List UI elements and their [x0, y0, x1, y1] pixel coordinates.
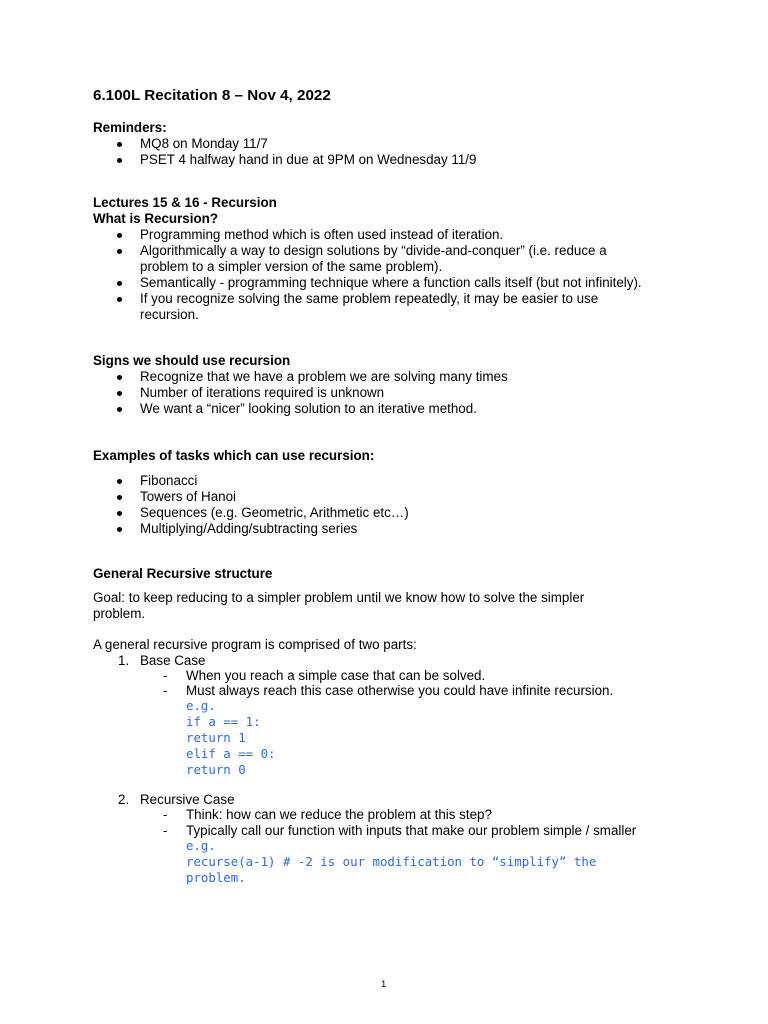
bullet	[117, 375, 122, 380]
base-case-label: Base Case	[140, 653, 206, 668]
page-number: 1	[381, 979, 387, 990]
example-item: Fibonacci	[140, 473, 198, 488]
bullet	[117, 479, 122, 484]
list-number: 2.	[118, 792, 130, 807]
examples-heading: Examples of tasks which can use recursion:	[93, 448, 375, 463]
bullet	[117, 297, 122, 302]
recursion-point: Programming method which is often used instead of iteration.	[140, 227, 504, 242]
dash-marker: -	[163, 683, 168, 698]
example-item: Sequences (e.g. Geometric, Arithmetic etc…)	[140, 505, 409, 520]
recursive-case-point: Typically call our function with inputs that make our problem simple / smaller	[186, 823, 637, 838]
reminder-item: PSET 4 halfway hand in due at 9PM on Wednesday 11/9	[140, 152, 477, 167]
code-line: return 0	[186, 762, 246, 777]
recursive-case-point: Think: how can we reduce the problem at this step?	[186, 807, 492, 822]
code-line: e.g.	[186, 838, 216, 853]
bullet	[117, 249, 122, 254]
example-item: Multiplying/Adding/subtracting series	[140, 521, 358, 536]
sign-item: Number of iterations required is unknown	[140, 385, 385, 400]
code-line: e.g.	[186, 698, 216, 713]
bullet	[117, 495, 122, 500]
bullet	[117, 158, 122, 163]
list-number: 1.	[118, 653, 130, 668]
dash-marker: -	[163, 807, 168, 822]
recursion-point-continued: recursion.	[140, 307, 199, 322]
signs-heading: Signs we should use recursion	[93, 353, 291, 368]
bullet	[117, 527, 122, 532]
recursion-point: If you recognize solving the same problem repeatedly, it may be easier to use	[140, 291, 599, 306]
bullet	[117, 391, 122, 396]
code-line: elif a == 0:	[186, 746, 276, 761]
code-line: if a == 1:	[186, 714, 261, 729]
base-case-point: When you reach a simple case that can be solved.	[186, 668, 486, 683]
bullet	[117, 233, 122, 238]
reminders-heading: Reminders:	[93, 120, 167, 135]
lectures-heading: Lectures 15 & 16 - Recursion	[93, 195, 277, 210]
goal-text: Goal: to keep reducing to a simpler problem until we know how to solve the simpler	[93, 590, 585, 605]
code-line: problem.	[186, 870, 246, 885]
page-title: 6.100L Recitation 8 – Nov 4, 2022	[93, 87, 331, 104]
dash-marker: -	[163, 823, 168, 838]
sign-item: Recognize that we have a problem we are solving many times	[140, 369, 508, 384]
sign-item: We want a “nicer” looking solution to an iterative method.	[140, 401, 477, 416]
what-is-recursion-heading: What is Recursion?	[93, 211, 218, 226]
bullet	[117, 511, 122, 516]
reminder-item: MQ8 on Monday 11/7	[140, 136, 268, 151]
recursion-point: Semantically - programming technique where a function calls itself (but not infinitely).	[140, 275, 642, 290]
recursion-point-continued: problem to a simpler version of the same problem).	[140, 259, 443, 274]
dash-marker: -	[163, 668, 168, 683]
recursion-point: Algorithmically a way to design solutions by “divide-and-conquer” (i.e. reduce a	[140, 243, 607, 258]
base-case-point: Must always reach this case otherwise you could have infinite recursion.	[186, 683, 614, 698]
general-structure-heading: General Recursive structure	[93, 566, 273, 581]
code-line: recurse(a-1) # -2 is our modification to “simplify” the	[186, 854, 597, 869]
goal-text-continued: problem.	[93, 606, 146, 621]
intro-text: A general recursive program is comprised of two parts:	[93, 637, 417, 652]
bullet	[117, 281, 122, 286]
recursive-case-label: Recursive Case	[140, 792, 235, 807]
bullet	[117, 407, 122, 412]
code-line: return 1	[186, 730, 246, 745]
example-item: Towers of Hanoi	[140, 489, 237, 504]
bullet	[117, 142, 122, 147]
